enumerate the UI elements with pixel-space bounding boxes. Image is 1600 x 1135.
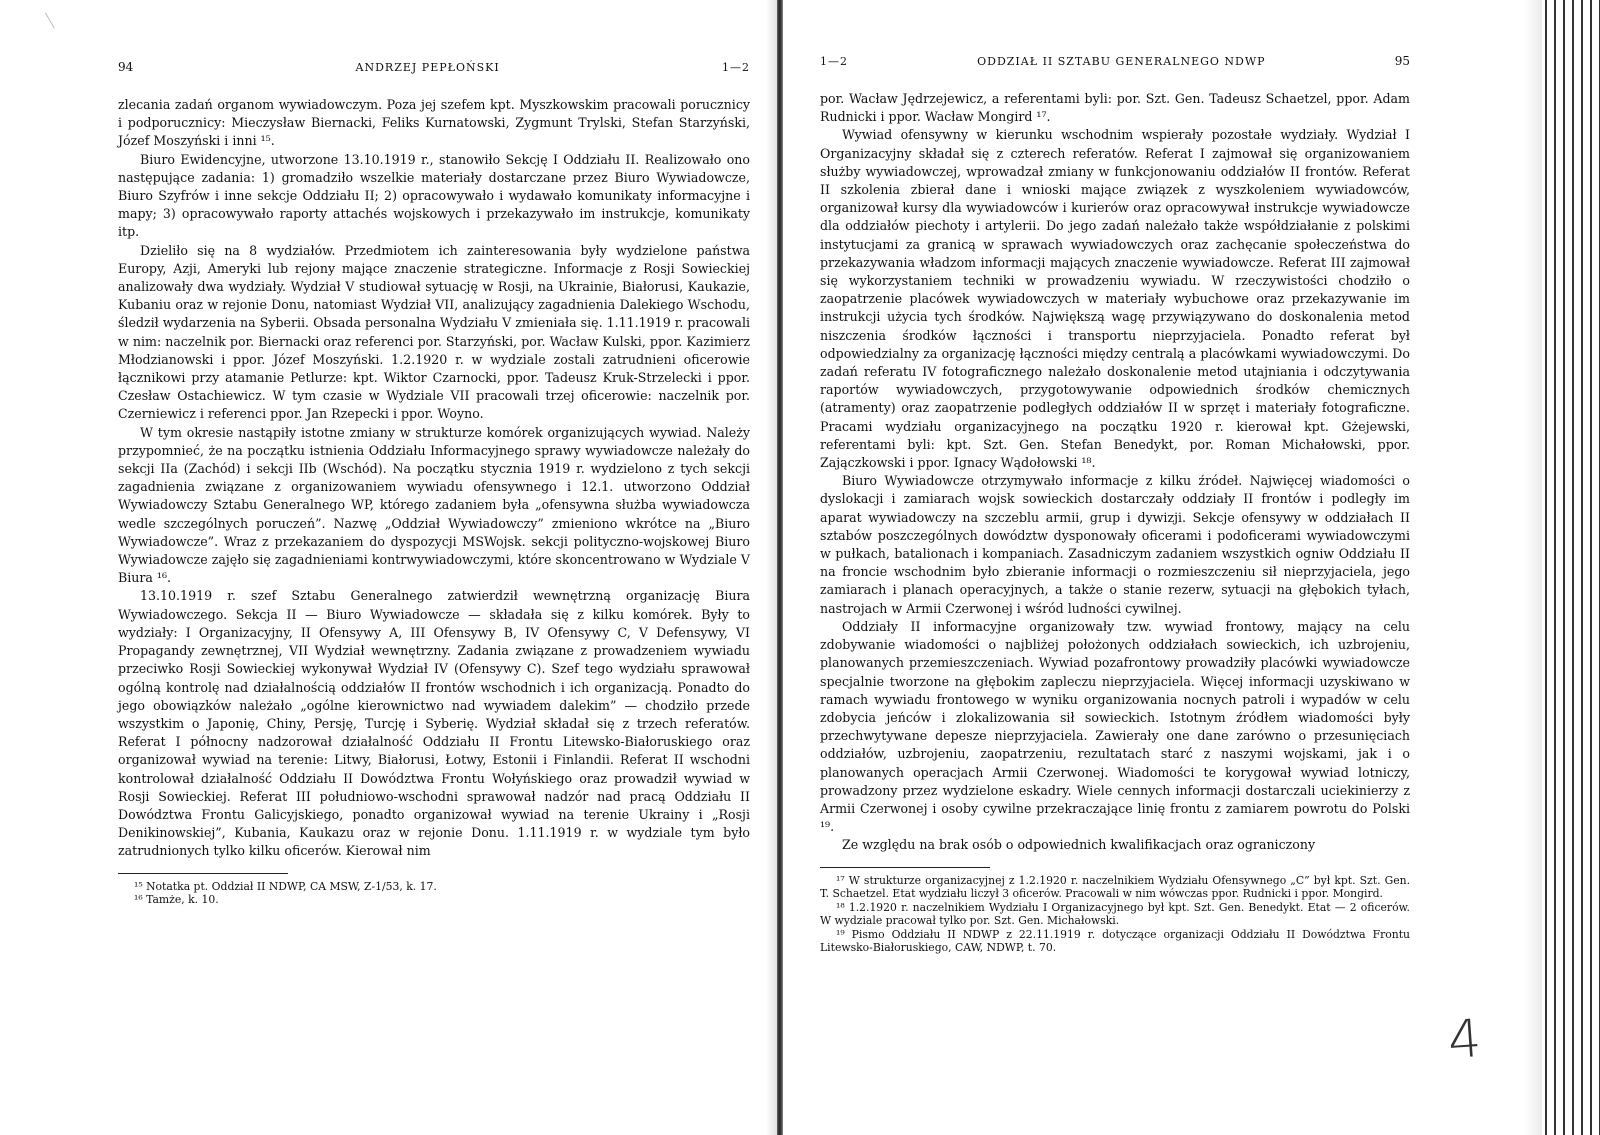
right-body-text — [820, 90, 1410, 855]
paragraph: zlecania zadań organom wywiadowczym. Poza jej szefem kpt. Myszkowskim pracowali porucznicy i podporucznicy: Mieczysław Biernacki, Feliks Kurnatowski, Zygmunt Trylski, Stefan Starzyński, Józef Moszyński i inni ¹⁵. — [118, 97, 750, 149]
paragraph: por. Wacław Jędrzejewicz, a referentami byli: por. Szt. Gen. Tadeusz Schaetzel, ppor. Adam Rudnicki i ppor. Wacław Mongird ¹⁷. — [820, 91, 1410, 125]
left-running-head: ANDRZEJ PEPŁOŃSKI — [355, 61, 500, 74]
page-edge-shadow — [1524, 0, 1542, 1135]
paragraph: W tym okresie nastąpiły istotne zmiany w strukturze komórek organizujących wywiad. Należy przypomnieć, że na początku istnienia Oddziału Informacyjnego sprawy wywiadowcze należały do sekcji IIa (Zachód) i sekcji IIb (Wschód). Na początku stycznia 1919 r. wydzielono z tych sekcji zagadnienia związane z organizowaniem wywiadu ofensywnego i 12.1. utworzono Oddział Wywiadowczy Sztabu Generalnego WP, którego zadaniem była „ofensywna służba wywiadowcza wedle szczególnych poruczeń”. Nazwę „Oddział Wywiadowczy” zmieniono wkrótce na „Biuro Wywiadowcze”. Wraz z przekazaniem do dyspozycji MSWojsk. sekcji polityczno-wojskowej Biuro Wywiadowcze zajęło się zagadnieniami kontrwywiadowczymi, które skoncentrowano w Wydziale V Biura ¹⁶. — [118, 424, 750, 586]
paragraph: Wywiad ofensywny w kierunku wschodnim wspierały pozostałe wydziały. Wydział I Organizacyjny składał się z czterech referatów. Referat I zajmował się organizowaniem służby wywiadowczej, wprowadzał zmiany w funkcjonowaniu oddziałów II frontów. Referat II szkolenia zbierał dane i wnioski mające związek z wyszkoleniem wywiadowców, organizował kursy dla wywiadowców i kurierów oraz opracowywał instrukcje wywiadowcze dla oddziałów piechoty i artylerii. Do jego zadań należało także współdziałanie z polskimi instytucjami za granicą w sprawach wywiadowczych oraz zachęcanie społeczeństwa do przekazywania władzom informacji mających znaczenie wywiadowcze. Referat III zajmował się wykorzystaniem techniki w prowadzeniu wywiadu. W rzeczywistości chodziło o zaopatrzenie placówek wywiadowczych w materiały wybuchowe oraz przekazywanie im instrukcji użycia tych środków. Największą wagę przywiązywano do doskonalenia metod niszczenia środków łączności i transportu nieprzyjaciela. Ponadto referat był odpowiedzialny za organizację łączności między centralą a placówkami wywiadowczymi. Do zadań referatu IV fotograficznego należało doskonalenie metod utajniania i odczytywania raportów wywiadowczych, przygotowywanie odpowiednich środków chemicznych (atramenty) oraz zaopatrzenie podległych oddziałów II w sprzęt i materiały fotograficzne. Pracami wydziału organizacyjnego na początku 1920 r. kierował kpt. Gżejewski, referentami byli: kpt. Szt. Gen. Stefan Benedykt, por. Roman Michałowski, ppor. Zajączkowski i ppor. Ignacy Wądołowski ¹⁸. — [820, 127, 1410, 471]
right-section-mark: 1—2 — [820, 55, 848, 68]
footnote: ¹⁹ Pismo Oddziału II NDWP z 22.11.1919 r. dotyczące organizacji Oddziału II Dowództwa Frontu Litewsko-Białoruskiego, CAW, NDWP, t. 70. — [820, 927, 1410, 955]
paragraph: Dzieliło się na 8 wydziałów. Przedmiotem ich zainteresowania były wydzielone państwa Europy, Azji, Ameryki lub rejony mające znaczenie strategiczne. Informacje z Rosji Sowieckiej analizowały dwa wydziały. Wydział V studiował sytuację w Rosji, na Ukrainie, Białorusi, Kaukazie, Kubaniu oraz w rejonie Donu, natomiast Wydział VII, analizujący zagadnienia Dalekiego Wschodu, śledził wydarzenia na Syberii. Obsada personalna Wydziału V zmieniała się. 1.11.1919 r. pracowali w nim: naczelnik por. Biernacki oraz referenci por. Starzyński, por. Wacław Kulski, ppor. Kazimierz Młodzianowski i ppor. Józef Moszyński. 1.2.1920 r. w wydziale zostali zatrudnieni oficerowie łącznikowi przy atamanie Petlurze: kpt. Wiktor Czarnocki, ppor. Tadeusz Kruk-Strzelecki i ppor. Czesław Ostachiewicz. W tym czasie w Wydziale VII pracowali trzej oficerowie: naczelnik por. Czerniewicz i referenci ppor. Jan Rzepecki i ppor. Woyno. — [118, 242, 750, 422]
left-page — [0, 0, 780, 1135]
spine-shadow — [766, 0, 777, 1135]
left-footnote-rule — [118, 873, 288, 874]
left-page-header — [118, 60, 750, 74]
right-footnote-rule — [820, 867, 990, 868]
right-page-number: 95 — [1394, 54, 1410, 68]
footnote: ¹⁵ Notatka pt. Oddział II NDWP, CA MSW, Z-1/53, k. 17. — [134, 879, 437, 893]
paragraph: 13.10.1919 r. szef Sztabu Generalnego zatwierdził wewnętrzną organizację Biura Wywiadowczego. Sekcja II — Biuro Wywiadowcze — składała się z kilku komórek. Były to wydziały: I Organizacyjny, II Ofensywy A, III Ofensywy B, IV Ofensywy C, V Defensywy, VI Propagandy zewnętrznej, VII Wydział wewnętrzny. Zadania związane z prowadzeniem wywiadu przeciwko Rosji Sowieckiej wykonywał Wydział IV (Ofensywy C). Szef tego wydziału sprawował ogólną kontrolę nad działalnością oddziałów II frontów wschodnich i ich organizacją. Ponadto do jego obowiązków należało „ogólne kierownictwo nad wywiadem dalekim” — chodziło przede wszystkim o Japonię, Chiny, Persję, Turcję i Syberię. Wydział składał się z trzech referatów. Referat I północny nadzorował działalność Oddziału II Frontu Litewsko-Białoruskiego oraz organizował wywiad na terenie: Litwy, Białorusi, Łotwy, Estonii i Finlandii. Referat II wschodni kontrolował działalność Oddziału II Dowództwa Frontu Wołyńskiego oraz prowadził wywiad w Rosji Sowieckiej. Referat III południowo-wschodni sprawował nadzór nad pracą Oddziału II Dowództwa Frontu Galicyjskiego, ponadto organizował wywiad na terenie Ukrainy i „Rosji Denikinowskiej”, Kubania, Kaukazu oraz w rejonie Donu. 1.11.1919 r. w wydziale tym było zatrudnionych tylko kilku oficerów. Kierował nim — [118, 588, 750, 859]
paragraph: Ze względu na brak osób o odpowiednich kwalifikacjach oraz ograniczony — [842, 837, 1316, 853]
left-footnotes — [118, 880, 750, 907]
right-footnotes — [820, 874, 1410, 955]
right-page-header — [820, 54, 1410, 68]
paragraph: Biuro Ewidencyjne, utworzone 13.10.1919 r., stanowiło Sekcję I Oddziału II. Realizowało ono następujące zadania: 1) gromadziło wszelkie materiały dostarczane przez Biuro Wywiadowcze, Biuro Szyfrów i inne sekcje Oddziału II; 2) opracowywało i wydawało komunikaty informacyjne i mapy; 3) opracowywało raporty attachés wojskowych i przekazywało im instrukcje, komunikaty itp. — [118, 151, 750, 240]
paragraph: Oddziały II informacyjne organizowały tzw. wywiad frontowy, mający na celu zdobywanie wiadomości o najbliżej położonych oddziałach sowieckich, ich uzbrojeniu, planowanych przemieszczeniach. Wywiad pozafrontowy prowadziły placówki wywiadowcze specjalnie tworzone na głębokim zapleczu nieprzyjaciela. Więcej informacji uzyskiwano w ramach wywiadu frontowego w wyniku organizowania nocnych patroli i wypadów w celu zdobycia jeńców i zlokalizowania sił sowieckich. Istotnym źródłem wiadomości były przechwytywane depesze nieprzyjaciela. Zawierały one dane zarówno o przesunięciach oddziałów, uzbrojeniu, zaopatrzeniu, rezultatach starć z naszymi wojskami, jak i o planowanych operacjach Armii Czerwonej. Wiadomości te korygował wywiad lotniczy, prowadzony przez wydzielone eskadry. Wiele cennych informacji dostarczali uciekinierzy z Armii Czerwonej i osoby cywilne przekraczające linię frontu z zamiarem powrotu do Polski ¹⁹. — [820, 618, 1410, 835]
paragraph: Biuro Wywiadowcze otrzymywało informacje z kilku źródeł. Najwięcej wiadomości o dyslokacji i zamiarach wojsk sowieckich dostarczały oddziały II frontów i podległy im aparat wywiadowczy na szczeblu armii, grup i dywizji. Sekcje ofensywy w oddziałach II sztabów poszczególnych dowództw dysponowały oficerami i podoficerami wywiadowczymi w pułkach, batalionach i kompaniach. Zasadniczym zadaniem wszystkich ogniw Oddziału II na froncie wschodnim było zbieranie informacji o rozmieszczeniu sił nieprzyjaciela, jego zamiarach i planach operacyjnych, a także o stanie rezerw, sytuacji na głębokich tyłach, nastrojach w Armii Czerwonej i wśród ludności cywilnej. — [820, 473, 1410, 616]
left-body-text — [118, 96, 750, 861]
footnote: ¹⁸ 1.2.1920 r. naczelnikiem Wydziału I Organizacyjnego był kpt. Szt. Gen. Benedykt. Etat — 2 oficerów. W wydziale pracował tylko por. Szt. Gen. Michałowski. — [820, 900, 1410, 928]
footnote: ¹⁷ W strukturze organizacyjnej z 1.2.1920 r. naczelnikiem Wydziału Ofensywnego „C” był kpt. Szt. Gen. T. Schaetzel. Etat wydziału liczył 3 oficerów. Pracowali w nim wówczas ppor. Rudnicki i ppor. Mongird. — [820, 873, 1410, 901]
page-edge-stripes — [1542, 0, 1600, 1135]
left-section-mark: 1—2 — [722, 61, 750, 74]
right-page — [790, 0, 1600, 1135]
footnote: ¹⁶ Tamże, k. 10. — [134, 893, 219, 907]
handwritten-page-mark: 4 — [1445, 1008, 1484, 1072]
left-page-number: 94 — [118, 60, 134, 74]
book-spine — [777, 0, 783, 1135]
right-running-head: ODDZIAŁ II SZTABU GENERALNEGO NDWP — [977, 55, 1266, 68]
